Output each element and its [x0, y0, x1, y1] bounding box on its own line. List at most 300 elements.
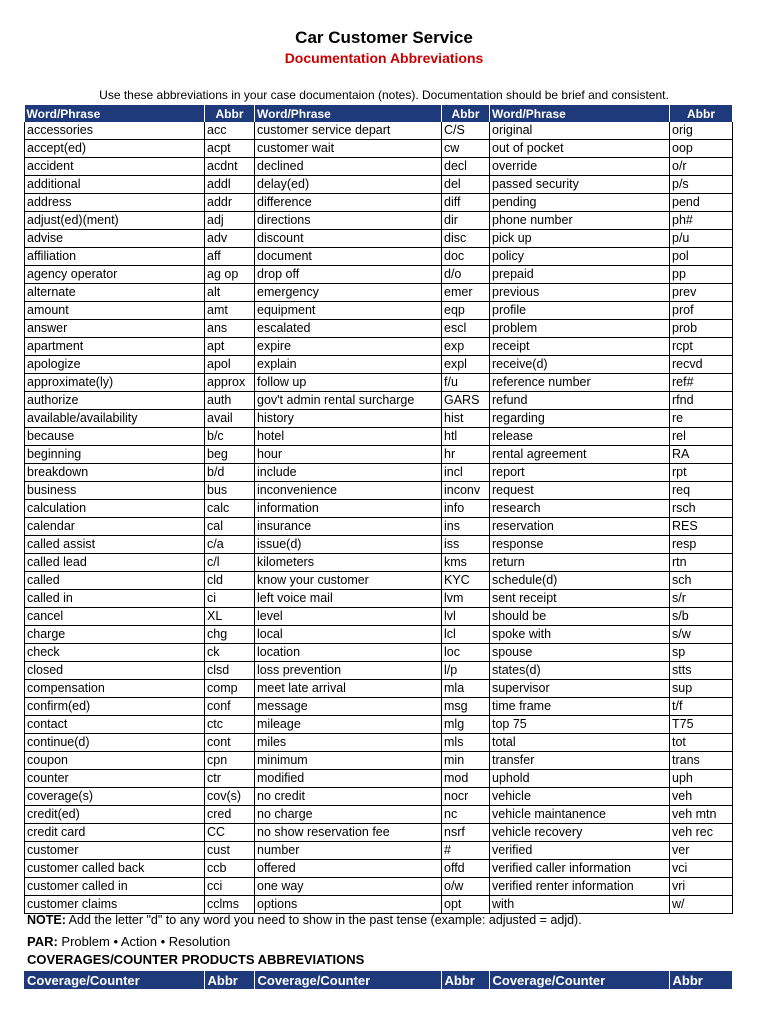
- abbr-cell: sp: [670, 644, 733, 662]
- abbr-cell: msg: [442, 698, 490, 716]
- abbr-cell: w/: [670, 896, 733, 914]
- header-abbr: Abbr: [205, 105, 255, 122]
- word-phrase-cell: vehicle recovery: [490, 824, 670, 842]
- word-phrase-cell: called assist: [25, 536, 205, 554]
- table-row: [25, 626, 733, 644]
- word-phrase-cell: with: [490, 896, 670, 914]
- table-row: [25, 572, 733, 590]
- abbr-cell: cpn: [205, 752, 255, 770]
- word-phrase-cell: credit card: [25, 824, 205, 842]
- coverage-header-abbr: Abbr: [204, 971, 254, 989]
- abbr-cell: ctc: [205, 716, 255, 734]
- word-phrase-cell: expire: [255, 338, 442, 356]
- table-row: [25, 320, 733, 338]
- abbr-cell: b/d: [205, 464, 255, 482]
- abbr-cell: addl: [205, 176, 255, 194]
- header-word-phrase: Word/Phrase: [255, 105, 442, 122]
- abbr-cell: sch: [670, 572, 733, 590]
- abbr-cell: aff: [205, 248, 255, 266]
- word-phrase-cell: calendar: [25, 518, 205, 536]
- table-row: [25, 338, 733, 356]
- table-row: [25, 428, 733, 446]
- word-phrase-cell: issue(d): [255, 536, 442, 554]
- table-row: [25, 158, 733, 176]
- word-phrase-cell: agency operator: [25, 266, 205, 284]
- word-phrase-cell: previous: [490, 284, 670, 302]
- word-phrase-cell: declined: [255, 158, 442, 176]
- word-phrase-cell: report: [490, 464, 670, 482]
- word-phrase-cell: document: [255, 248, 442, 266]
- word-phrase-cell: one way: [255, 878, 442, 896]
- table-row: [25, 734, 733, 752]
- abbr-cell: s/w: [670, 626, 733, 644]
- abbr-cell: CC: [205, 824, 255, 842]
- word-phrase-cell: loss prevention: [255, 662, 442, 680]
- abbr-cell: recvd: [670, 356, 733, 374]
- word-phrase-cell: gov't admin rental surcharge: [255, 392, 442, 410]
- word-phrase-cell: modified: [255, 770, 442, 788]
- table-row: [25, 500, 733, 518]
- abbr-cell: oop: [670, 140, 733, 158]
- abbr-cell: info: [442, 500, 490, 518]
- word-phrase-cell: no charge: [255, 806, 442, 824]
- word-phrase-cell: original: [490, 122, 670, 140]
- table-row: [25, 266, 733, 284]
- table-row: [25, 716, 733, 734]
- abbr-cell: prev: [670, 284, 733, 302]
- abbr-cell: eqp: [442, 302, 490, 320]
- abbr-cell: o/w: [442, 878, 490, 896]
- word-phrase-cell: follow up: [255, 374, 442, 392]
- abbr-cell: veh rec: [670, 824, 733, 842]
- table-row: [25, 770, 733, 788]
- abbr-cell: l/p: [442, 662, 490, 680]
- coverage-header-abbr: Abbr: [669, 971, 732, 989]
- table-row: [25, 518, 733, 536]
- abbr-cell: mla: [442, 680, 490, 698]
- word-phrase-cell: verified: [490, 842, 670, 860]
- word-phrase-cell: accept(ed): [25, 140, 205, 158]
- word-phrase-cell: apologize: [25, 356, 205, 374]
- word-phrase-cell: local: [255, 626, 442, 644]
- coverage-header-row: [24, 971, 732, 989]
- word-phrase-cell: number: [255, 842, 442, 860]
- word-phrase-cell: receipt: [490, 338, 670, 356]
- word-phrase-cell: credit(ed): [25, 806, 205, 824]
- table-row: [25, 590, 733, 608]
- abbr-cell: p/u: [670, 230, 733, 248]
- word-phrase-cell: accessories: [25, 122, 205, 140]
- abbr-cell: req: [670, 482, 733, 500]
- header-abbr: Abbr: [670, 105, 733, 122]
- table-row: [25, 608, 733, 626]
- abbr-cell: lvl: [442, 608, 490, 626]
- abbr-cell: alt: [205, 284, 255, 302]
- abbr-cell: ccb: [205, 860, 255, 878]
- table-header-row: [25, 105, 733, 122]
- abbr-cell: cont: [205, 734, 255, 752]
- word-phrase-cell: out of pocket: [490, 140, 670, 158]
- abbr-cell: ck: [205, 644, 255, 662]
- abbr-cell: rpt: [670, 464, 733, 482]
- table-row: [25, 536, 733, 554]
- word-phrase-cell: discount: [255, 230, 442, 248]
- abbr-cell: vci: [670, 860, 733, 878]
- word-phrase-cell: additional: [25, 176, 205, 194]
- abbr-cell: ci: [205, 590, 255, 608]
- word-phrase-cell: no credit: [255, 788, 442, 806]
- abbr-cell: rsch: [670, 500, 733, 518]
- abbr-cell: s/b: [670, 608, 733, 626]
- abbr-cell: orig: [670, 122, 733, 140]
- past-tense-note: [27, 913, 582, 927]
- word-phrase-cell: rental agreement: [490, 446, 670, 464]
- table-row: [25, 230, 733, 248]
- abbr-cell: cust: [205, 842, 255, 860]
- abbr-cell: hist: [442, 410, 490, 428]
- word-phrase-cell: charge: [25, 626, 205, 644]
- abbr-cell: del: [442, 176, 490, 194]
- table-row: [25, 212, 733, 230]
- note-label: NOTE:: [27, 913, 66, 927]
- abbr-cell: T75: [670, 716, 733, 734]
- word-phrase-cell: approximate(ly): [25, 374, 205, 392]
- word-phrase-cell: inconvenience: [255, 482, 442, 500]
- abbr-cell: pol: [670, 248, 733, 266]
- abbr-cell: tot: [670, 734, 733, 752]
- word-phrase-cell: vehicle: [490, 788, 670, 806]
- note-text: Add the letter "d" to any word you need to show in the past tense (example: adjusted = adjd).: [65, 913, 582, 927]
- word-phrase-cell: phone number: [490, 212, 670, 230]
- abbr-cell: o/r: [670, 158, 733, 176]
- word-phrase-cell: problem: [490, 320, 670, 338]
- abbr-cell: expl: [442, 356, 490, 374]
- abbr-cell: cld: [205, 572, 255, 590]
- word-phrase-cell: cancel: [25, 608, 205, 626]
- table-row: [25, 878, 733, 896]
- abbr-cell: KYC: [442, 572, 490, 590]
- abbr-cell: prob: [670, 320, 733, 338]
- abbr-cell: apt: [205, 338, 255, 356]
- abbr-cell: beg: [205, 446, 255, 464]
- word-phrase-cell: receive(d): [490, 356, 670, 374]
- word-phrase-cell: authorize: [25, 392, 205, 410]
- abbr-cell: p/s: [670, 176, 733, 194]
- word-phrase-cell: supervisor: [490, 680, 670, 698]
- coverage-header-abbr: Abbr: [441, 971, 489, 989]
- word-phrase-cell: reference number: [490, 374, 670, 392]
- abbr-cell: RES: [670, 518, 733, 536]
- word-phrase-cell: escalated: [255, 320, 442, 338]
- word-phrase-cell: information: [255, 500, 442, 518]
- word-phrase-cell: include: [255, 464, 442, 482]
- table-row: [25, 392, 733, 410]
- abbr-cell: offd: [442, 860, 490, 878]
- word-phrase-cell: return: [490, 554, 670, 572]
- word-phrase-cell: meet late arrival: [255, 680, 442, 698]
- word-phrase-cell: emergency: [255, 284, 442, 302]
- word-phrase-cell: customer: [25, 842, 205, 860]
- abbr-cell: nocr: [442, 788, 490, 806]
- abbr-cell: acdnt: [205, 158, 255, 176]
- page-title: Car Customer Service: [295, 28, 473, 47]
- table-row: [25, 896, 733, 914]
- abbr-cell: ans: [205, 320, 255, 338]
- abbr-cell: avail: [205, 410, 255, 428]
- word-phrase-cell: explain: [255, 356, 442, 374]
- word-phrase-cell: equipment: [255, 302, 442, 320]
- word-phrase-cell: left voice mail: [255, 590, 442, 608]
- abbr-cell: iss: [442, 536, 490, 554]
- table-row: [25, 176, 733, 194]
- word-phrase-cell: beginning: [25, 446, 205, 464]
- table-row: [25, 248, 733, 266]
- abbr-cell: adv: [205, 230, 255, 248]
- word-phrase-cell: compensation: [25, 680, 205, 698]
- abbr-cell: c/l: [205, 554, 255, 572]
- word-phrase-cell: amount: [25, 302, 205, 320]
- word-phrase-cell: delay(ed): [255, 176, 442, 194]
- abbr-cell: ver: [670, 842, 733, 860]
- abbr-cell: acc: [205, 122, 255, 140]
- word-phrase-cell: continue(d): [25, 734, 205, 752]
- par-label: PAR:: [27, 934, 58, 949]
- word-phrase-cell: customer claims: [25, 896, 205, 914]
- word-phrase-cell: miles: [255, 734, 442, 752]
- word-phrase-cell: refund: [490, 392, 670, 410]
- word-phrase-cell: insurance: [255, 518, 442, 536]
- abbr-cell: loc: [442, 644, 490, 662]
- abbr-cell: mls: [442, 734, 490, 752]
- table-row: [25, 842, 733, 860]
- word-phrase-cell: called in: [25, 590, 205, 608]
- abbr-cell: RA: [670, 446, 733, 464]
- table-row: [25, 374, 733, 392]
- table-row: [25, 824, 733, 842]
- table-row: [25, 356, 733, 374]
- table-row: [25, 284, 733, 302]
- abbr-cell: approx: [205, 374, 255, 392]
- word-phrase-cell: apartment: [25, 338, 205, 356]
- abbr-cell: ag op: [205, 266, 255, 284]
- table-row: [25, 140, 733, 158]
- abbr-cell: lcl: [442, 626, 490, 644]
- word-phrase-cell: schedule(d): [490, 572, 670, 590]
- table-row: [25, 662, 733, 680]
- word-phrase-cell: history: [255, 410, 442, 428]
- abbr-cell: d/o: [442, 266, 490, 284]
- abbr-cell: stts: [670, 662, 733, 680]
- word-phrase-cell: options: [255, 896, 442, 914]
- word-phrase-cell: prepaid: [490, 266, 670, 284]
- table-row: [25, 698, 733, 716]
- word-phrase-cell: hotel: [255, 428, 442, 446]
- abbr-cell: ins: [442, 518, 490, 536]
- word-phrase-cell: coupon: [25, 752, 205, 770]
- word-phrase-cell: check: [25, 644, 205, 662]
- abbr-cell: rcpt: [670, 338, 733, 356]
- word-phrase-cell: minimum: [255, 752, 442, 770]
- abbr-cell: opt: [442, 896, 490, 914]
- intro-text: Use these abbreviations in your case documentaion (notes). Documentation should be brief and consistent.: [99, 88, 669, 102]
- abbr-cell: conf: [205, 698, 255, 716]
- abbr-cell: bus: [205, 482, 255, 500]
- word-phrase-cell: uphold: [490, 770, 670, 788]
- word-phrase-cell: business: [25, 482, 205, 500]
- word-phrase-cell: advise: [25, 230, 205, 248]
- abbr-cell: adj: [205, 212, 255, 230]
- abbr-cell: C/S: [442, 122, 490, 140]
- coverage-header-name: Coverage/Counter: [489, 971, 669, 989]
- abbr-cell: f/u: [442, 374, 490, 392]
- word-phrase-cell: override: [490, 158, 670, 176]
- word-phrase-cell: spoke with: [490, 626, 670, 644]
- coverage-header-name: Coverage/Counter: [254, 971, 441, 989]
- word-phrase-cell: time frame: [490, 698, 670, 716]
- abbr-cell: veh: [670, 788, 733, 806]
- word-phrase-cell: answer: [25, 320, 205, 338]
- abbr-cell: s/r: [670, 590, 733, 608]
- word-phrase-cell: know your customer: [255, 572, 442, 590]
- abbr-cell: cw: [442, 140, 490, 158]
- abbr-cell: XL: [205, 608, 255, 626]
- abbr-cell: ctr: [205, 770, 255, 788]
- word-phrase-cell: release: [490, 428, 670, 446]
- word-phrase-cell: adjust(ed)(ment): [25, 212, 205, 230]
- word-phrase-cell: spouse: [490, 644, 670, 662]
- word-phrase-cell: affiliation: [25, 248, 205, 266]
- word-phrase-cell: top 75: [490, 716, 670, 734]
- word-phrase-cell: response: [490, 536, 670, 554]
- word-phrase-cell: no show reservation fee: [255, 824, 442, 842]
- word-phrase-cell: pending: [490, 194, 670, 212]
- abbr-cell: uph: [670, 770, 733, 788]
- abbr-cell: cci: [205, 878, 255, 896]
- abbr-cell: disc: [442, 230, 490, 248]
- word-phrase-cell: should be: [490, 608, 670, 626]
- table-row: [25, 464, 733, 482]
- abbr-cell: hr: [442, 446, 490, 464]
- abbr-cell: GARS: [442, 392, 490, 410]
- word-phrase-cell: regarding: [490, 410, 670, 428]
- header-abbr: Abbr: [442, 105, 490, 122]
- abbr-cell: htl: [442, 428, 490, 446]
- word-phrase-cell: states(d): [490, 662, 670, 680]
- table-row: [25, 680, 733, 698]
- word-phrase-cell: directions: [255, 212, 442, 230]
- abbr-cell: clsd: [205, 662, 255, 680]
- abbr-cell: rel: [670, 428, 733, 446]
- abbr-cell: cov(s): [205, 788, 255, 806]
- coverage-header-name: Coverage/Counter: [24, 971, 204, 989]
- abbr-cell: nsrf: [442, 824, 490, 842]
- table-row: [25, 482, 733, 500]
- table-row: [25, 410, 733, 428]
- word-phrase-cell: mileage: [255, 716, 442, 734]
- abbr-cell: kms: [442, 554, 490, 572]
- word-phrase-cell: passed security: [490, 176, 670, 194]
- abbr-cell: cred: [205, 806, 255, 824]
- abbr-cell: chg: [205, 626, 255, 644]
- word-phrase-cell: calculation: [25, 500, 205, 518]
- abbr-cell: prof: [670, 302, 733, 320]
- word-phrase-cell: called: [25, 572, 205, 590]
- abbr-cell: ph#: [670, 212, 733, 230]
- abbr-cell: rfnd: [670, 392, 733, 410]
- word-phrase-cell: drop off: [255, 266, 442, 284]
- word-phrase-cell: transfer: [490, 752, 670, 770]
- word-phrase-cell: offered: [255, 860, 442, 878]
- word-phrase-cell: profile: [490, 302, 670, 320]
- abbr-cell: apol: [205, 356, 255, 374]
- word-phrase-cell: level: [255, 608, 442, 626]
- word-phrase-cell: vehicle maintanence: [490, 806, 670, 824]
- abbr-cell: vri: [670, 878, 733, 896]
- word-phrase-cell: alternate: [25, 284, 205, 302]
- word-phrase-cell: customer service depart: [255, 122, 442, 140]
- abbr-cell: cal: [205, 518, 255, 536]
- abbr-cell: inconv: [442, 482, 490, 500]
- abbr-cell: t/f: [670, 698, 733, 716]
- header-word-phrase: Word/Phrase: [25, 105, 205, 122]
- abbreviations-table: [24, 105, 733, 914]
- par-text: Problem • Action • Resolution: [57, 934, 231, 949]
- abbr-cell: amt: [205, 302, 255, 320]
- abbr-cell: comp: [205, 680, 255, 698]
- abbr-cell: veh mtn: [670, 806, 733, 824]
- par-line: [27, 934, 230, 949]
- word-phrase-cell: customer called in: [25, 878, 205, 896]
- abbr-cell: rtn: [670, 554, 733, 572]
- word-phrase-cell: message: [255, 698, 442, 716]
- abbr-cell: diff: [442, 194, 490, 212]
- word-phrase-cell: kilometers: [255, 554, 442, 572]
- word-phrase-cell: sent receipt: [490, 590, 670, 608]
- word-phrase-cell: accident: [25, 158, 205, 176]
- abbr-cell: c/a: [205, 536, 255, 554]
- table-row: [25, 446, 733, 464]
- table-row: [25, 752, 733, 770]
- abbr-cell: acpt: [205, 140, 255, 158]
- word-phrase-cell: address: [25, 194, 205, 212]
- abbr-cell: resp: [670, 536, 733, 554]
- abbr-cell: re: [670, 410, 733, 428]
- abbr-cell: lvm: [442, 590, 490, 608]
- word-phrase-cell: because: [25, 428, 205, 446]
- abbr-cell: emer: [442, 284, 490, 302]
- word-phrase-cell: available/availability: [25, 410, 205, 428]
- abbr-cell: trans: [670, 752, 733, 770]
- table-row: [25, 806, 733, 824]
- word-phrase-cell: total: [490, 734, 670, 752]
- abbr-cell: calc: [205, 500, 255, 518]
- abbr-cell: pp: [670, 266, 733, 284]
- abbr-cell: cclms: [205, 896, 255, 914]
- word-phrase-cell: called lead: [25, 554, 205, 572]
- abbr-cell: min: [442, 752, 490, 770]
- table-row: [25, 194, 733, 212]
- abbr-cell: pend: [670, 194, 733, 212]
- word-phrase-cell: customer wait: [255, 140, 442, 158]
- table-row: [25, 554, 733, 572]
- word-phrase-cell: reservation: [490, 518, 670, 536]
- table-row: [25, 860, 733, 878]
- abbr-cell: mod: [442, 770, 490, 788]
- abbr-cell: sup: [670, 680, 733, 698]
- word-phrase-cell: customer called back: [25, 860, 205, 878]
- abbr-cell: auth: [205, 392, 255, 410]
- page-subtitle: Documentation Abbreviations: [284, 50, 484, 66]
